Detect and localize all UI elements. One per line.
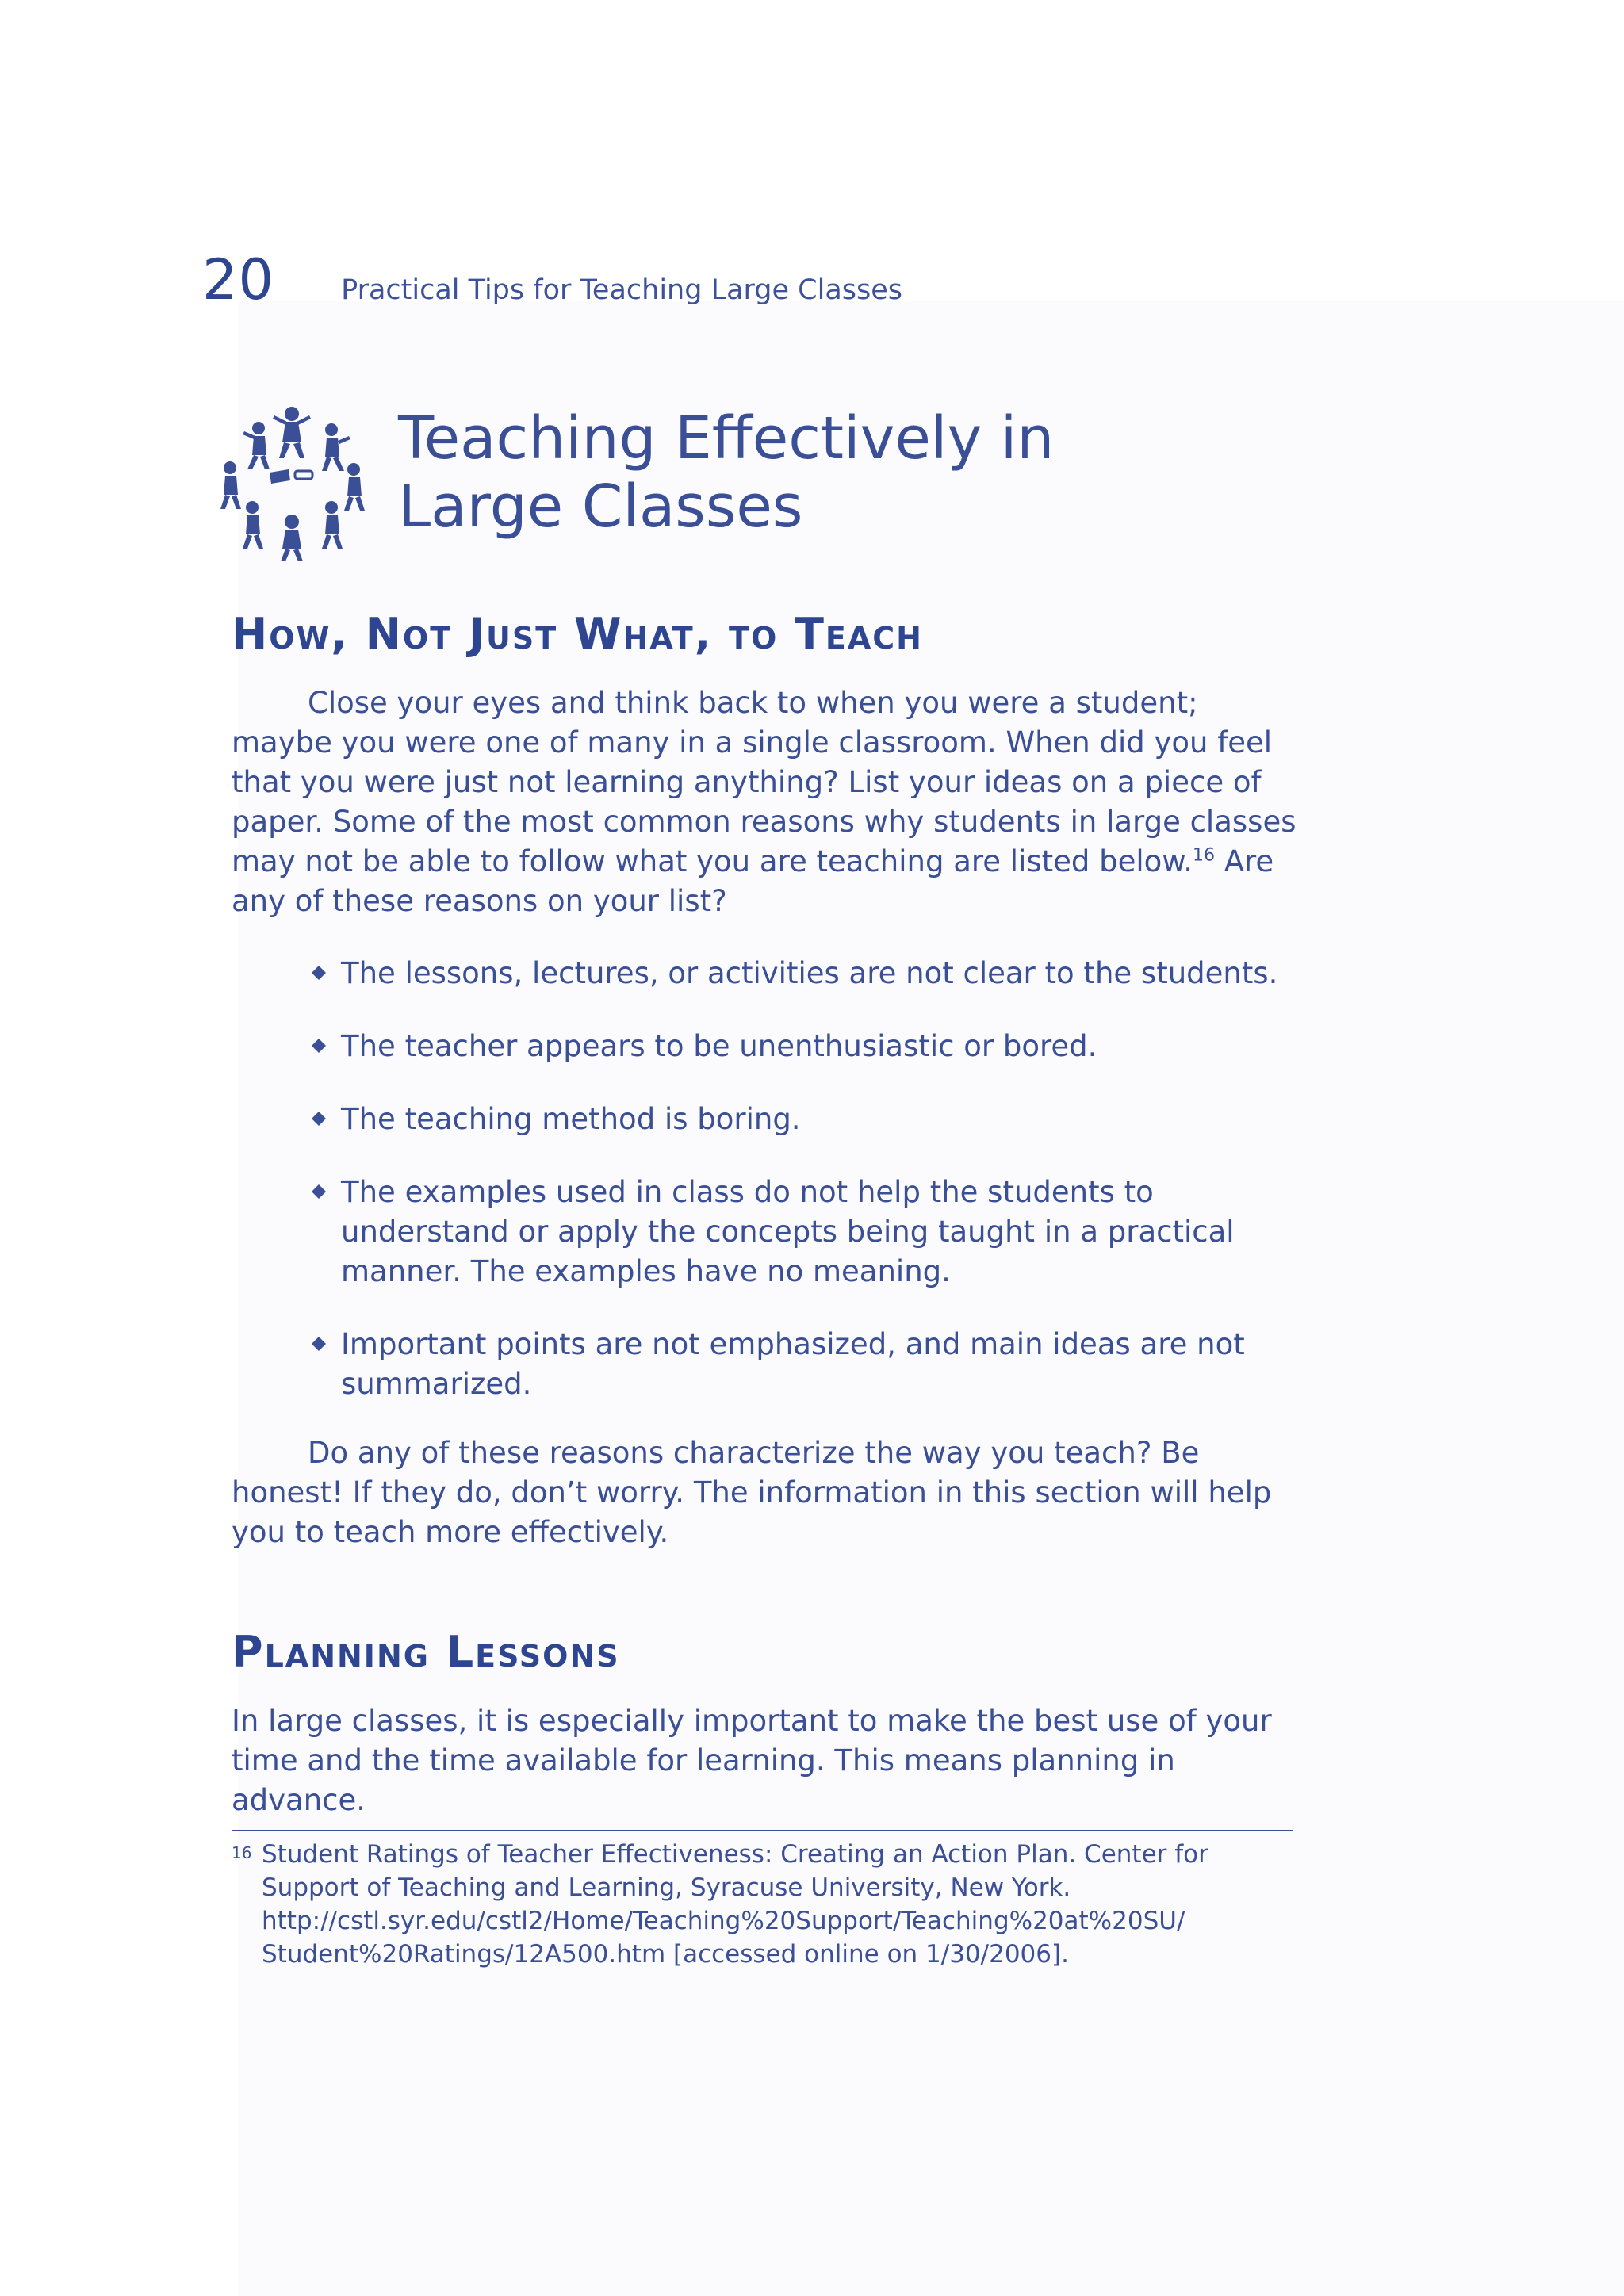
footnote-url-line[interactable]: Student%20Ratings/12A500.htm [accessed online on 1/30/2006]. — [262, 1940, 1069, 1969]
footnote-url-line[interactable]: http://cstl.syr.edu/cstl2/Home/Teaching%20Support/Teaching%20at%20SU/ — [262, 1907, 1185, 1935]
footnote-line: Student Ratings of Teacher Effectiveness: Creating an Action Plan. Center for — [262, 1840, 1208, 1869]
chapter-title — [398, 404, 1270, 541]
section-heading-how-not-just-what: How, Not Just What, to Teach — [232, 609, 923, 659]
footnote-reference[interactable]: 16 — [1192, 845, 1215, 866]
footnote — [232, 1838, 1310, 1971]
running-title: Practical Tips for Teaching Large Classes — [341, 274, 903, 306]
chapter-title-line1: Teaching Effectively in — [398, 404, 1055, 473]
list-item-text: The teacher appears to be unenthusiastic or bored. — [341, 1029, 1097, 1063]
footnote-divider — [232, 1830, 1293, 1831]
page-number: 20 — [202, 247, 275, 312]
footnote-number: 16 — [232, 1843, 252, 1862]
intro-paragraph — [232, 683, 1302, 921]
chapter-title-line2: Large Classes — [398, 473, 803, 541]
children-circle-icon — [213, 396, 371, 563]
reasons-list — [311, 954, 1310, 1437]
list-item — [311, 1027, 1310, 1066]
list-item-text: The teaching method is boring. — [341, 1102, 801, 1136]
closing-paragraph: Do any of these reasons characterize the way you teach? Be honest! If they do, don’t worry. The information in this section will help you to teach more effectively. — [232, 1436, 1272, 1549]
diamond-bullet-icon — [311, 1038, 327, 1054]
list-item-text: The lessons, lectures, or activities are not clear to the students. — [341, 956, 1278, 990]
list-item — [311, 954, 1310, 993]
page-header — [202, 247, 902, 312]
planning-paragraph: In large classes, it is especially important to make the best use of your time and the time available for learning. This means planning in advance. — [232, 1704, 1272, 1817]
list-item — [311, 1173, 1310, 1292]
list-item — [311, 1325, 1310, 1404]
list-item-text: Important points are not emphasized, and main ideas are not summarized. — [341, 1327, 1245, 1401]
diamond-bullet-icon — [311, 965, 327, 981]
diamond-bullet-icon — [311, 1111, 327, 1127]
diamond-bullet-icon — [311, 1184, 327, 1200]
section-heading-planning-lessons: Planning Lessons — [232, 1627, 620, 1677]
footnote-line: Support of Teaching and Learning, Syracuse University, New York. — [262, 1873, 1071, 1902]
intro-text-end: Are any of these reasons on your list? — [232, 844, 1274, 918]
list-item — [311, 1100, 1310, 1139]
intro-text: Close your eyes and think back to when you were a student; maybe you were one of many in a single classroom. When did you feel that you were just not learning anything? List your ideas on a piece of paper. Some of the most common reasons why students in large classes may not be able to follow what you are teaching are listed below. — [232, 686, 1297, 878]
diamond-bullet-icon — [311, 1336, 327, 1352]
list-item-text: The examples used in class do not help the students to understand or apply the concepts being taught in a practical manner. The examples have no meaning. — [341, 1175, 1235, 1288]
